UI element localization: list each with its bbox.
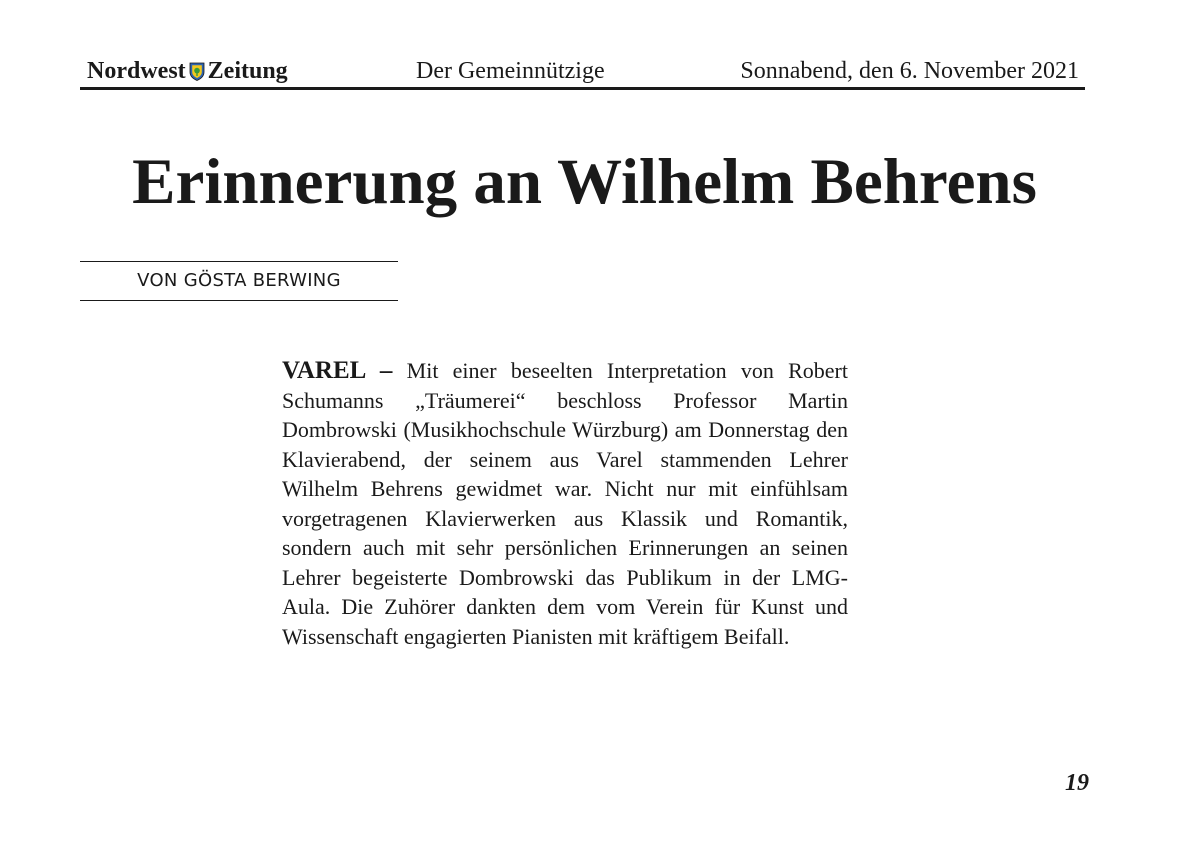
article-byline: VON GÖSTA BERWING	[80, 261, 398, 301]
crest-icon	[189, 61, 205, 88]
page-number: 19	[1065, 770, 1089, 796]
article-dateline: VAREL –	[282, 357, 393, 384]
section-name: Der Gemeinnützige	[416, 58, 605, 84]
article-headline: Erinnerung an Wilhelm Behrens	[132, 146, 1037, 218]
brand-name-right: Zeitung	[207, 58, 288, 84]
brand-name-left: Nordwest	[87, 58, 186, 84]
masthead	[80, 56, 1085, 90]
article-body	[282, 356, 848, 651]
article-text: Mit einer beseelten Interpretation von Robert Schumanns „Träumerei“ beschloss Professor Martin Dombrowski (Musikhochschule Würzburg) am Donnerstag den Klavierabend, der seinem aus Varel stammenden Lehrer Wilhelm Behrens gewidmet war. Nicht nur mit einfühlsam vorgetragenen Klavierwerken aus Klassik und Romantik, sondern auch mit sehr persönlichen Erinnerungen an seinen Lehrer begeisterte Dombrowski das Publikum in der LMG-Aula. Die Zuhörer dankten dem vom Verein für Kunst und Wissenschaft engagierten Pianisten mit kräftigem Beifall.	[282, 358, 848, 649]
newspaper-brand	[87, 58, 288, 88]
issue-date: Sonnabend, den 6. November 2021	[740, 58, 1079, 84]
